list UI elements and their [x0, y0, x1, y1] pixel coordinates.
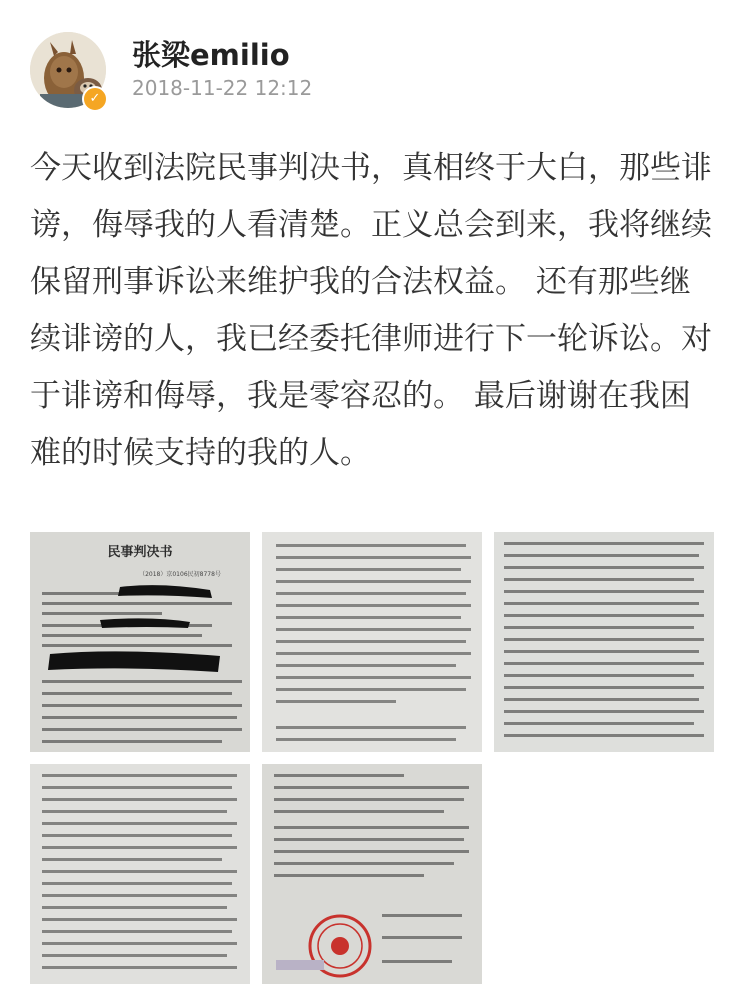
document-photo-2 — [262, 532, 482, 752]
document-photo-3 — [494, 532, 714, 752]
image-thumbnail-5[interactable] — [262, 764, 482, 984]
verified-badge-icon: ✓ — [82, 86, 108, 112]
post-text: 今天收到法院民事判决书，真相终于大白，那些诽谤，侮辱我的人看清楚。正义总会到来，我将继续保留刑事诉讼来维护我的合法权益。 还有那些继续诽谤的人，我已经委托律师进行下一轮诉讼。对于诽谤和侮辱，我是零容忍的。 最后谢谢在我困难的时候支持的我的人。 — [30, 150, 712, 471]
document-photo-1 — [30, 532, 250, 752]
document-case-number: （2018）京0106民初8778号 — [139, 571, 221, 578]
document-photo-5 — [262, 764, 482, 984]
post-header — [0, 0, 743, 130]
document-photo-4 — [30, 764, 250, 984]
image-thumbnail-3[interactable] — [494, 532, 714, 752]
image-grid — [30, 532, 714, 987]
author-name[interactable]: 张梁emilio — [132, 38, 290, 72]
image-thumbnail-2[interactable] — [262, 532, 482, 752]
post-timestamp: 2018-11-22 12:12 — [132, 76, 313, 100]
image-thumbnail-1[interactable] — [30, 532, 250, 752]
image-thumbnail-4[interactable] — [30, 764, 250, 984]
document-heading: 民事判决书 — [107, 545, 173, 560]
